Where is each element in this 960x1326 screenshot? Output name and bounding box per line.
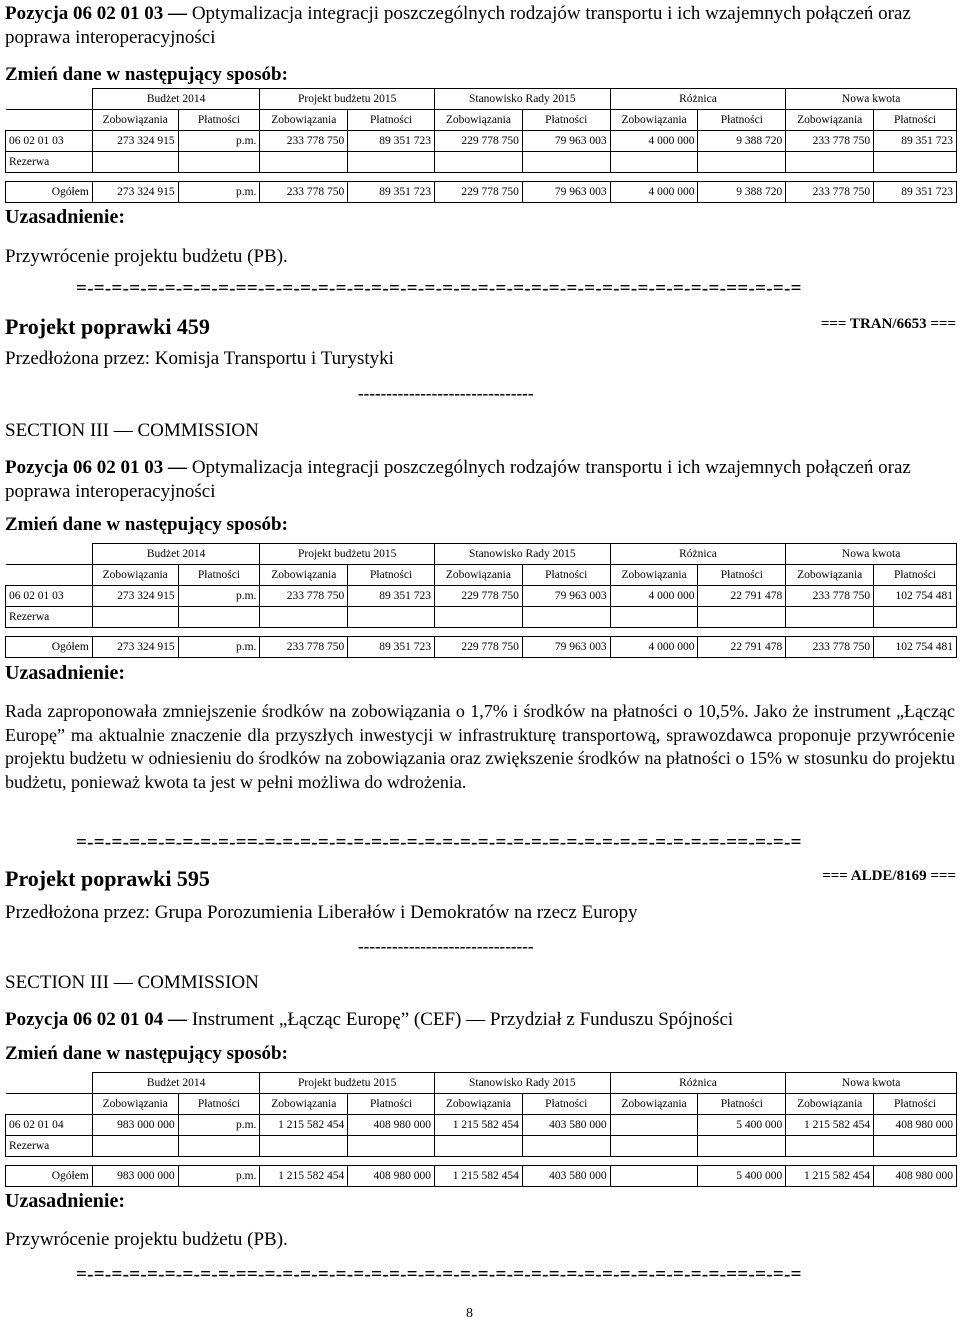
dashes-divider: ------------------------------- [358, 384, 534, 403]
table-cell: 273 324 915 [92, 182, 178, 203]
col-subheader: Zobowiązania [786, 1094, 874, 1115]
table-cell: 233 778 750 [260, 182, 348, 203]
reserve-label: Rezerwa [6, 152, 93, 173]
amendment-title: Projekt poprawki 595 [5, 866, 210, 891]
row-code: 06 02 01 03 [6, 131, 93, 152]
total-label: Ogółem [6, 1166, 93, 1187]
table-cell: 229 778 750 [435, 637, 523, 658]
table-cell: 233 778 750 [260, 586, 348, 607]
col-subheader: Płatności [874, 565, 957, 586]
col-subheader: Zobowiązania [610, 1094, 698, 1115]
table-row [6, 1115, 957, 1136]
col-header: Projekt budżetu 2015 [260, 544, 435, 565]
table-row [6, 131, 957, 152]
col-header: Projekt budżetu 2015 [260, 1073, 435, 1094]
col-header: Stanowisko Rady 2015 [435, 544, 611, 565]
budget-table [5, 88, 957, 203]
col-header: Budżet 2014 [92, 1073, 260, 1094]
table-cell: p.m. [178, 637, 260, 658]
table-cell: 403 580 000 [522, 1115, 610, 1136]
table-header-row [6, 1073, 957, 1094]
total-label: Ogółem [6, 637, 93, 658]
table-cell: p.m. [178, 182, 260, 203]
table-cell: p.m. [178, 586, 260, 607]
amendment-title: Projekt poprawki 459 [5, 314, 210, 339]
col-subheader: Zobowiązania [435, 110, 523, 131]
dashes-divider: ------------------------------- [358, 937, 534, 956]
budget-line-code: Pozycja 06 02 01 03 — [5, 3, 192, 24]
table-cell: p.m. [178, 1115, 260, 1136]
col-header: Różnica [610, 1073, 786, 1094]
table-cell: 233 778 750 [786, 182, 874, 203]
table-cell: 79 963 003 [522, 637, 610, 658]
tabled-by: Przedłożona przez: Komisja Transportu i Turystyki [5, 348, 394, 369]
table-cell: 408 980 000 [348, 1166, 435, 1187]
table-cell: 89 351 723 [874, 182, 957, 203]
budget-line-title [5, 2, 955, 50]
col-subheader: Zobowiązania [260, 110, 348, 131]
table-cell: 79 963 003 [522, 586, 610, 607]
col-header: Nowa kwota [786, 89, 957, 110]
tabled-by: Przedłożona przez: Grupa Porozumienia Liberałów i Demokratów na rzecz Europy [5, 902, 638, 923]
budget-line-name: Optymalizacja integracji poszczególnych rodzajów transportu i ich wzajemnych połączeń oraz poprawa interoperacyjności [5, 3, 911, 48]
table-cell: 229 778 750 [435, 182, 523, 203]
table-cell: 273 324 915 [92, 637, 178, 658]
table-cell: 4 000 000 [610, 182, 698, 203]
table-cell: 1 215 582 454 [786, 1166, 874, 1187]
total-row [6, 182, 957, 203]
amendment-reference: === TRAN/6653 === [820, 316, 956, 332]
table-cell: 22 791 478 [698, 586, 786, 607]
table-cell: 9 388 720 [698, 131, 786, 152]
table-cell: 4 000 000 [610, 131, 698, 152]
table-cell: 89 351 723 [348, 586, 435, 607]
col-subheader: Płatności [348, 110, 435, 131]
table-row [6, 586, 957, 607]
table-cell: 983 000 000 [92, 1166, 178, 1187]
total-label: Ogółem [6, 182, 93, 203]
total-row [6, 1166, 957, 1187]
col-subheader: Płatności [348, 1094, 435, 1115]
table-cell: 273 324 915 [92, 131, 178, 152]
col-subheader: Zobowiązania [92, 565, 178, 586]
table-cell: 79 963 003 [522, 182, 610, 203]
table-cell: 233 778 750 [260, 637, 348, 658]
budget-line-code: Pozycja 06 02 01 03 — [5, 457, 192, 478]
section-heading: SECTION III — COMMISSION [5, 420, 259, 441]
amendment-reference: === ALDE/8169 === [822, 868, 956, 884]
col-subheader: Płatności [178, 1094, 260, 1115]
table-cell: 233 778 750 [786, 637, 874, 658]
change-instruction: Zmień dane w następujący sposób: [5, 1043, 288, 1064]
col-subheader: Zobowiązania [435, 1094, 523, 1115]
col-subheader: Płatności [522, 110, 610, 131]
reserve-label: Rezerwa [6, 607, 93, 628]
table-cell: 408 980 000 [348, 1115, 435, 1136]
justification-text: Przywrócenie projektu budżetu (PB). [5, 246, 288, 267]
col-subheader: Płatności [522, 565, 610, 586]
col-subheader: Płatności [698, 110, 786, 131]
table-cell: 5 400 000 [698, 1115, 786, 1136]
table-cell: 89 351 723 [348, 182, 435, 203]
col-header: Projekt budżetu 2015 [260, 89, 435, 110]
table-cell: 22 791 478 [698, 637, 786, 658]
col-subheader: Płatności [178, 565, 260, 586]
budget-line-title [5, 1008, 955, 1032]
justification-heading: Uzasadnienie: [5, 206, 125, 228]
col-subheader: Płatności [698, 565, 786, 586]
justification-text: Przywrócenie projektu budżetu (PB). [5, 1229, 288, 1250]
col-header: Nowa kwota [786, 1073, 957, 1094]
table-cell: 229 778 750 [435, 586, 523, 607]
col-subheader: Zobowiązania [610, 110, 698, 131]
table-cell: 4 000 000 [610, 637, 698, 658]
col-header: Stanowisko Rady 2015 [435, 1073, 611, 1094]
col-header: Różnica [610, 544, 786, 565]
reserve-row [6, 1136, 957, 1157]
col-subheader: Zobowiązania [610, 565, 698, 586]
row-code: 06 02 01 04 [6, 1115, 93, 1136]
col-subheader: Płatności [874, 110, 957, 131]
table-cell: 273 324 915 [92, 586, 178, 607]
budget-line-name: Instrument „Łącząc Europę” (CEF) — Przydział z Funduszu Spójności [191, 1009, 734, 1030]
table-cell: 233 778 750 [260, 131, 348, 152]
col-header: Budżet 2014 [92, 89, 260, 110]
table-cell: 403 580 000 [522, 1166, 610, 1187]
table-cell: p.m. [178, 131, 260, 152]
table-cell: 1 215 582 454 [435, 1166, 523, 1187]
col-header: Nowa kwota [786, 544, 957, 565]
budget-table [5, 1072, 957, 1187]
table-cell: 983 000 000 [92, 1115, 178, 1136]
row-code: 06 02 01 03 [6, 586, 93, 607]
table-cell: 1 215 582 454 [786, 1115, 874, 1136]
page-number: 8 [466, 1306, 473, 1321]
table-cell: 79 963 003 [522, 131, 610, 152]
table-subheader-row [6, 565, 957, 586]
table-cell: p.m. [178, 1166, 260, 1187]
table-cell: 5 400 000 [698, 1166, 786, 1187]
col-header: Różnica [610, 89, 786, 110]
table-subheader-row [6, 1094, 957, 1115]
table-cell: 1 215 582 454 [260, 1166, 348, 1187]
total-row [6, 637, 957, 658]
col-subheader: Płatności [698, 1094, 786, 1115]
table-cell: 229 778 750 [435, 131, 523, 152]
table-cell: 102 754 481 [874, 586, 957, 607]
col-subheader: Zobowiązania [92, 110, 178, 131]
budget-line-name: Optymalizacja integracji poszczególnych rodzajów transportu i ich wzajemnych połączeń oraz poprawa interoperacyjności [5, 457, 911, 502]
table-header-row [6, 89, 957, 110]
separator: =-=-=-=-=-=-=-=-=-==-=-=-=-=-=-=-=-=-=-=-=-=-=-=-=-=-=-=-=-=-=-=-=-=-=-=-==-=-=-= [76, 1264, 802, 1285]
budget-line-title [5, 456, 955, 504]
col-subheader: Płatności [348, 565, 435, 586]
reserve-row [6, 152, 957, 173]
table-cell: 89 351 723 [348, 637, 435, 658]
table-cell [610, 1115, 698, 1136]
table-subheader-row [6, 110, 957, 131]
col-subheader: Zobowiązania [260, 1094, 348, 1115]
col-subheader: Płatności [874, 1094, 957, 1115]
table-cell: 233 778 750 [786, 131, 874, 152]
separator: =-=-=-=-=-=-=-=-=-==-=-=-=-=-=-=-=-=-=-=-=-=-=-=-=-=-=-=-=-=-=-=-=-=-=-=-==-=-=-= [76, 832, 802, 853]
justification-heading: Uzasadnienie: [5, 662, 125, 684]
table-header-row [6, 544, 957, 565]
reserve-row [6, 607, 957, 628]
change-instruction: Zmień dane w następujący sposób: [5, 514, 288, 535]
section-heading: SECTION III — COMMISSION [5, 972, 259, 993]
col-subheader: Zobowiązania [786, 110, 874, 131]
budget-table [5, 543, 957, 658]
justification-heading: Uzasadnienie: [5, 1190, 125, 1212]
table-cell: 89 351 723 [874, 131, 957, 152]
table-cell: 408 980 000 [874, 1115, 957, 1136]
col-header: Budżet 2014 [92, 544, 260, 565]
table-cell: 9 388 720 [698, 182, 786, 203]
col-subheader: Zobowiązania [92, 1094, 178, 1115]
table-cell: 89 351 723 [348, 131, 435, 152]
table-cell: 4 000 000 [610, 586, 698, 607]
col-subheader: Zobowiązania [260, 565, 348, 586]
separator: =-=-=-=-=-=-=-=-=-==-=-=-=-=-=-=-=-=-=-=-=-=-=-=-=-=-=-=-=-=-=-=-=-=-=-=-==-=-=-= [76, 278, 802, 299]
budget-line-code: Pozycja 06 02 01 04 — [5, 1009, 192, 1030]
table-cell: 408 980 000 [874, 1166, 957, 1187]
col-header: Stanowisko Rady 2015 [435, 89, 611, 110]
table-cell: 1 215 582 454 [260, 1115, 348, 1136]
table-cell: 1 215 582 454 [435, 1115, 523, 1136]
col-subheader: Zobowiązania [435, 565, 523, 586]
col-subheader: Płatności [522, 1094, 610, 1115]
change-instruction: Zmień dane w następujący sposób: [5, 64, 288, 85]
table-cell: 102 754 481 [874, 637, 957, 658]
justification-text: Rada zaproponowała zmniejszenie środków na zobowiązania o 1,7% i środków na płatności o 10,5%. Jako że instrument „Łącząc Europę” ma aktualnie znaczenie dla przyszłych inwestycji w infrastrukturę transportową, sprawozdawca proponuje przywrócenie projektu budżetu w odniesieniu do środków na zobowiązania oraz zwiększenie środków na płatności o 15% w stosunku do projektu budżetu, ponieważ kwota ta jest w pełni możliwa do wdrożenia. [5, 701, 955, 792]
reserve-label: Rezerwa [6, 1136, 93, 1157]
col-subheader: Zobowiązania [786, 565, 874, 586]
table-cell: 233 778 750 [786, 586, 874, 607]
table-cell [610, 1166, 698, 1187]
col-subheader: Płatności [178, 110, 260, 131]
